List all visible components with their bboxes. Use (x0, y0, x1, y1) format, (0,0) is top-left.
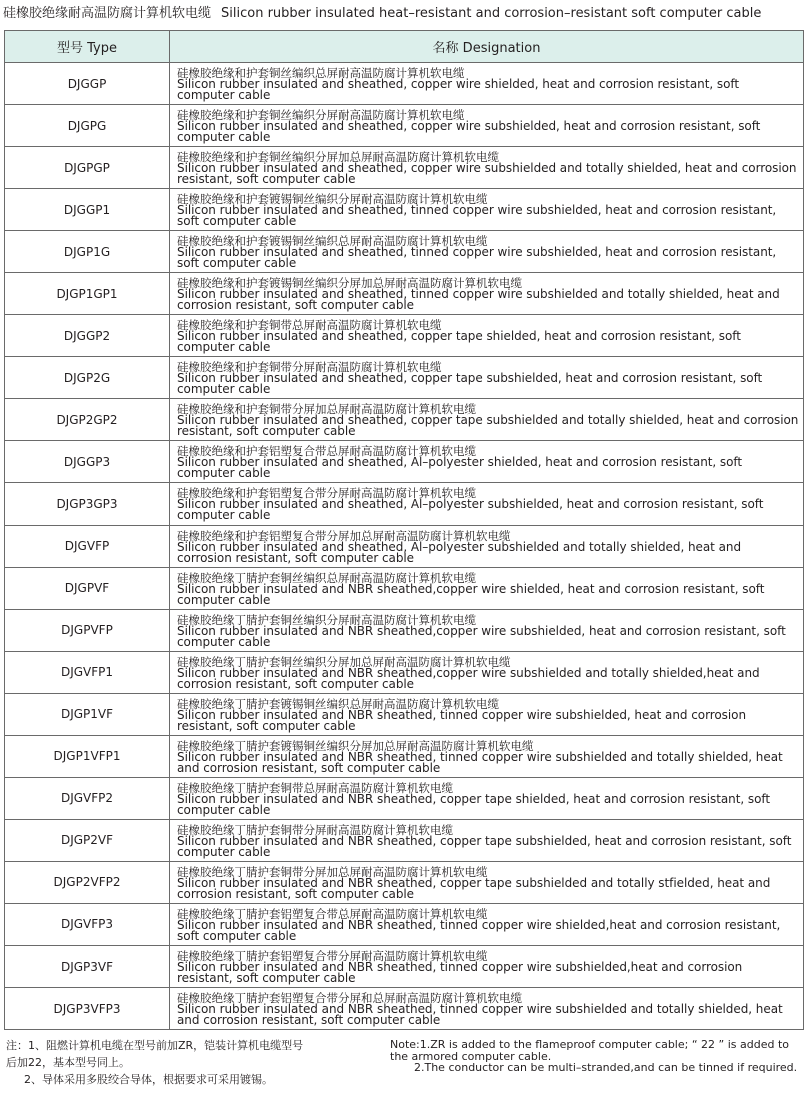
designation-en: Silicon rubber insulated and sheathed, Al–polyester subshielded, heat and corrosion resistant, soft computer cable (177, 497, 764, 523)
designation-cn: 硅橡胶绝缘和护套铜带分屏加总屏耐高温防腐计算机软电缆 (177, 402, 476, 417)
table-row (5, 525, 804, 567)
designation-cell (170, 819, 804, 861)
cable-type-cell: DJGP2VF (5, 819, 170, 861)
table-row (5, 483, 804, 525)
designation-cell (170, 483, 804, 525)
designation-cn: 硅橡胶绝缘丁腈护套铜丝编织总屏耐高温防腐计算机软电缆 (177, 570, 476, 585)
cable-type-cell: DJGP1G (5, 231, 170, 273)
table-row (5, 735, 804, 777)
table-row (5, 988, 804, 1030)
designation-en: Silicon rubber insulated and NBR sheathed, tinned copper wire subshielded,heat and corrosion resistant, soft computer cable (177, 960, 743, 985)
note-en-line: 2.The conductor can be multi–stranded,and can be tinned if required. (414, 1061, 798, 1074)
cable-type-cell: DJGP2VFP2 (5, 861, 170, 903)
note-en-line: Note:1.ZR is added to the flameproof computer cable; “ 22 ” is added to the armored computer cable. (390, 1038, 789, 1063)
designation-cell (170, 441, 804, 483)
designation-cn: 硅橡胶绝缘丁腈护套铜带分屏加总屏耐高温防腐计算机软电缆 (177, 864, 488, 879)
cable-type-cell: DJGGP2 (5, 315, 170, 357)
designation-cn: 硅橡胶绝缘和护套铜丝编织分屏加总屏耐高温防腐计算机软电缆 (177, 150, 499, 165)
designation-en: Silicon rubber insulated and NBR sheathed, copper tape subshielded, heat and corrosion resistant, soft computer cable (177, 833, 792, 859)
designation-cn: 硅橡胶绝缘丁腈护套铜带分屏耐高温防腐计算机软电缆 (177, 822, 453, 837)
table-row (5, 147, 804, 189)
designation-en: Silicon rubber insulated and NBR sheathed,copper wire subshielded and totally shielded,heat and corrosion resistant, soft computer cable (177, 665, 760, 691)
table-row (5, 189, 804, 231)
designation-cn: 硅橡胶绝缘和护套铜丝编织总屏耐高温防腐计算机软电缆 (177, 66, 465, 81)
designation-cn: 硅橡胶绝缘丁腈护套镀锡铜丝编织分屏加总屏耐高温防腐计算机软电缆 (177, 738, 534, 753)
designation-cn: 硅橡胶绝缘丁腈护套镀锡铜丝编织总屏耐高温防腐计算机软电缆 (177, 696, 499, 711)
table-header-row (5, 31, 804, 63)
designation-cn: 硅橡胶绝缘和护套镀锡铜丝编织总屏耐高温防腐计算机软电缆 (177, 234, 488, 249)
cable-type-cell: DJGGP3 (5, 441, 170, 483)
designation-cell (170, 861, 804, 903)
designation-cell (170, 735, 804, 777)
designation-cn: 硅橡胶绝缘和护套铜带总屏耐高温防腐计算机软电缆 (177, 318, 442, 333)
designation-cn: 硅橡胶绝缘和护套铝塑复合带分屏耐高温防腐计算机软电缆 (177, 486, 476, 501)
note-cn-line: 后加22，基本型号同上。 (6, 1056, 130, 1069)
designation-en: Silicon rubber insulated and NBR sheathed, tinned copper wire subshielded, heat and corrosion resistant, soft computer cable (177, 707, 746, 733)
designation-cell (170, 609, 804, 651)
cable-type-cell: DJGP3VF (5, 945, 170, 987)
designation-cell (170, 399, 804, 441)
designation-en: Silicon rubber insulated and sheathed, copper tape subshielded and totally shielded, heat and corrosion resistant, soft computer cable (177, 413, 799, 439)
cable-type-cell: DJGP1GP1 (5, 273, 170, 315)
cable-type-cell: DJGVFP3 (5, 903, 170, 945)
designation-cn: 硅橡胶绝缘和护套镀锡铜丝编织分屏加总屏耐高温防腐计算机软电缆 (177, 276, 522, 291)
cable-type-table (4, 30, 804, 1030)
designation-en: Silicon rubber insulated and sheathed, copper wire subshielded and totally shielded, heat and corrosion resistant, soft computer cable (177, 161, 797, 187)
table-row (5, 273, 804, 315)
table-row (5, 819, 804, 861)
designation-en: Silicon rubber insulated and sheathed, tinned copper wire subshielded and totally shielded, heat and corrosion resistant, soft computer cable (177, 287, 780, 313)
designation-en: Silicon rubber insulated and NBR sheathed, copper tape shielded, heat and corrosion resistant, soft computer cable (177, 791, 771, 817)
cable-type-cell: DJGVFP2 (5, 777, 170, 819)
title-en: Silicon rubber insulated heat–resistant and corrosion–resistant soft computer cable (221, 6, 762, 21)
cable-type-cell: DJGPVF (5, 567, 170, 609)
designation-en: Silicon rubber insulated and sheathed, tinned copper wire subshielded, heat and corrosion resistant, soft computer cable (177, 245, 777, 271)
designation-en: Silicon rubber insulated and sheathed, copper tape subshielded, heat and corrosion resistant, soft computer cable (177, 371, 763, 397)
table-body (5, 63, 804, 1030)
table-row (5, 357, 804, 399)
designation-cell (170, 525, 804, 567)
table-row (5, 567, 804, 609)
title-cn: 硅橡胶绝缘耐高温防腐计算机软电缆 (3, 6, 212, 21)
designation-cell (170, 777, 804, 819)
table-row (5, 903, 804, 945)
designation-cn: 硅橡胶绝缘丁腈护套铝塑复合带分屏和总屏耐高温防腐计算机软电缆 (177, 991, 522, 1006)
designation-cn: 硅橡胶绝缘丁腈护套铜丝编织分屏耐高温防腐计算机软电缆 (177, 612, 476, 627)
designation-en: Silicon rubber insulated and sheathed, copper wire subshielded, heat and corrosion resistant, soft computer cable (177, 119, 761, 145)
notes-cn (6, 1037, 386, 1088)
cable-type-cell: DJGP3GP3 (5, 483, 170, 525)
designation-en: Silicon rubber insulated and NBR sheathed, tinned copper wire subshielded and totally shielded, heat and corrosion resistant, soft computer cable (177, 1002, 783, 1028)
cable-type-cell: DJGP2G (5, 357, 170, 399)
cable-type-cell: DJGVFP (5, 525, 170, 567)
table-row (5, 651, 804, 693)
designation-cn: 硅橡胶绝缘丁腈护套铝塑复合带总屏耐高温防腐计算机软电缆 (177, 906, 488, 921)
designation-cell (170, 567, 804, 609)
designation-en: Silicon rubber insulated and NBR sheathed, copper tape subshielded and totally stfielded, heat and corrosion resistant, soft computer cable (177, 875, 771, 901)
designation-cell (170, 988, 804, 1030)
designation-cell (170, 315, 804, 357)
table-row (5, 63, 804, 105)
table-row (5, 231, 804, 273)
cable-type-cell: DJGP3VFP3 (5, 988, 170, 1030)
designation-cn: 硅橡胶绝缘和护套铜带分屏耐高温防腐计算机软电缆 (177, 360, 442, 375)
cable-type-cell: DJGP2GP2 (5, 399, 170, 441)
designation-en: Silicon rubber insulated and sheathed, copper tape shielded, heat and corrosion resistant, soft computer cable (177, 329, 741, 355)
designation-cn: 硅橡胶绝缘丁腈护套铜带总屏耐高温防腐计算机软电缆 (177, 780, 453, 795)
designation-cn: 硅橡胶绝缘和护套铜丝编织分屏耐高温防腐计算机软电缆 (177, 108, 465, 123)
note-cn-line: 注：1、阻燃计算机电缆在型号前加ZR，铠装计算机电缆型号 (6, 1039, 304, 1052)
notes-en (390, 1039, 805, 1074)
designation-cell (170, 945, 804, 987)
table-row (5, 945, 804, 987)
designation-cn: 硅橡胶绝缘丁腈护套铝塑复合带分屏耐高温防腐计算机软电缆 (177, 949, 488, 963)
cable-type-cell: DJGPGP (5, 147, 170, 189)
table-row (5, 105, 804, 147)
page-title (3, 4, 807, 24)
designation-en: Silicon rubber insulated and NBR sheathed, tinned copper wire shielded,heat and corrosion resistant, soft computer cable (177, 917, 781, 943)
designation-en: Silicon rubber insulated and sheathed, copper wire shielded, heat and corrosion resistant, soft computer cable (177, 77, 740, 103)
designation-cell (170, 231, 804, 273)
designation-cell (170, 105, 804, 147)
designation-cell (170, 147, 804, 189)
table-row (5, 609, 804, 651)
designation-en: Silicon rubber insulated and NBR sheathed,copper wire shielded, heat and corrosion resistant, soft computer cable (177, 581, 765, 607)
cable-type-cell: DJGPVFP (5, 609, 170, 651)
designation-cell (170, 357, 804, 399)
designation-cell (170, 273, 804, 315)
type-column-header: 型号 Type (5, 31, 170, 63)
designation-en: Silicon rubber insulated and sheathed, tinned copper wire subshielded, heat and corrosion resistant, soft computer cable (177, 203, 777, 229)
designation-cn: 硅橡胶绝缘和护套铝塑复合带总屏耐高温防腐计算机软电缆 (177, 444, 476, 459)
designation-en: Silicon rubber insulated and sheathed, Al–polyester shielded, heat and corrosion resistant, soft computer cable (177, 455, 743, 481)
cable-type-cell: DJGVFP1 (5, 651, 170, 693)
designation-cn: 硅橡胶绝缘和护套铝塑复合带分屏加总屏耐高温防腐计算机软电缆 (177, 528, 511, 543)
designation-cn: 硅橡胶绝缘和护套镀锡铜丝编织分屏耐高温防腐计算机软电缆 (177, 192, 488, 207)
table-row (5, 441, 804, 483)
table-row (5, 777, 804, 819)
table-row (5, 861, 804, 903)
table-row (5, 693, 804, 735)
table-row (5, 399, 804, 441)
cable-type-cell: DJGP1VF (5, 693, 170, 735)
designation-cell (170, 189, 804, 231)
designation-cell (170, 903, 804, 945)
designation-cn: 硅橡胶绝缘丁腈护套铜丝编织分屏加总屏耐高温防腐计算机软电缆 (177, 654, 511, 669)
note-cn-line: 2、导体采用多股绞合导体，根据要求可采用镀锡。 (24, 1073, 273, 1086)
designation-en: Silicon rubber insulated and sheathed, Al–polyester subshielded and totally shielded, heat and corrosion resistant, soft computer cable (177, 539, 742, 565)
table-row (5, 315, 804, 357)
cable-type-cell: DJGGP (5, 63, 170, 105)
designation-cell (170, 63, 804, 105)
designation-column-header: 名称 Designation (170, 31, 804, 63)
designation-en: Silicon rubber insulated and NBR sheathed, tinned copper wire subshielded and totally shielded, heat and corrosion resistant, soft computer cable (177, 749, 783, 775)
cable-type-cell: DJGPG (5, 105, 170, 147)
designation-cell (170, 693, 804, 735)
designation-en: Silicon rubber insulated and NBR sheathed,copper wire subshielded, heat and corrosion resistant, soft computer cable (177, 623, 786, 649)
cable-type-cell: DJGP1VFP1 (5, 735, 170, 777)
designation-cell (170, 651, 804, 693)
cable-type-cell: DJGGP1 (5, 189, 170, 231)
